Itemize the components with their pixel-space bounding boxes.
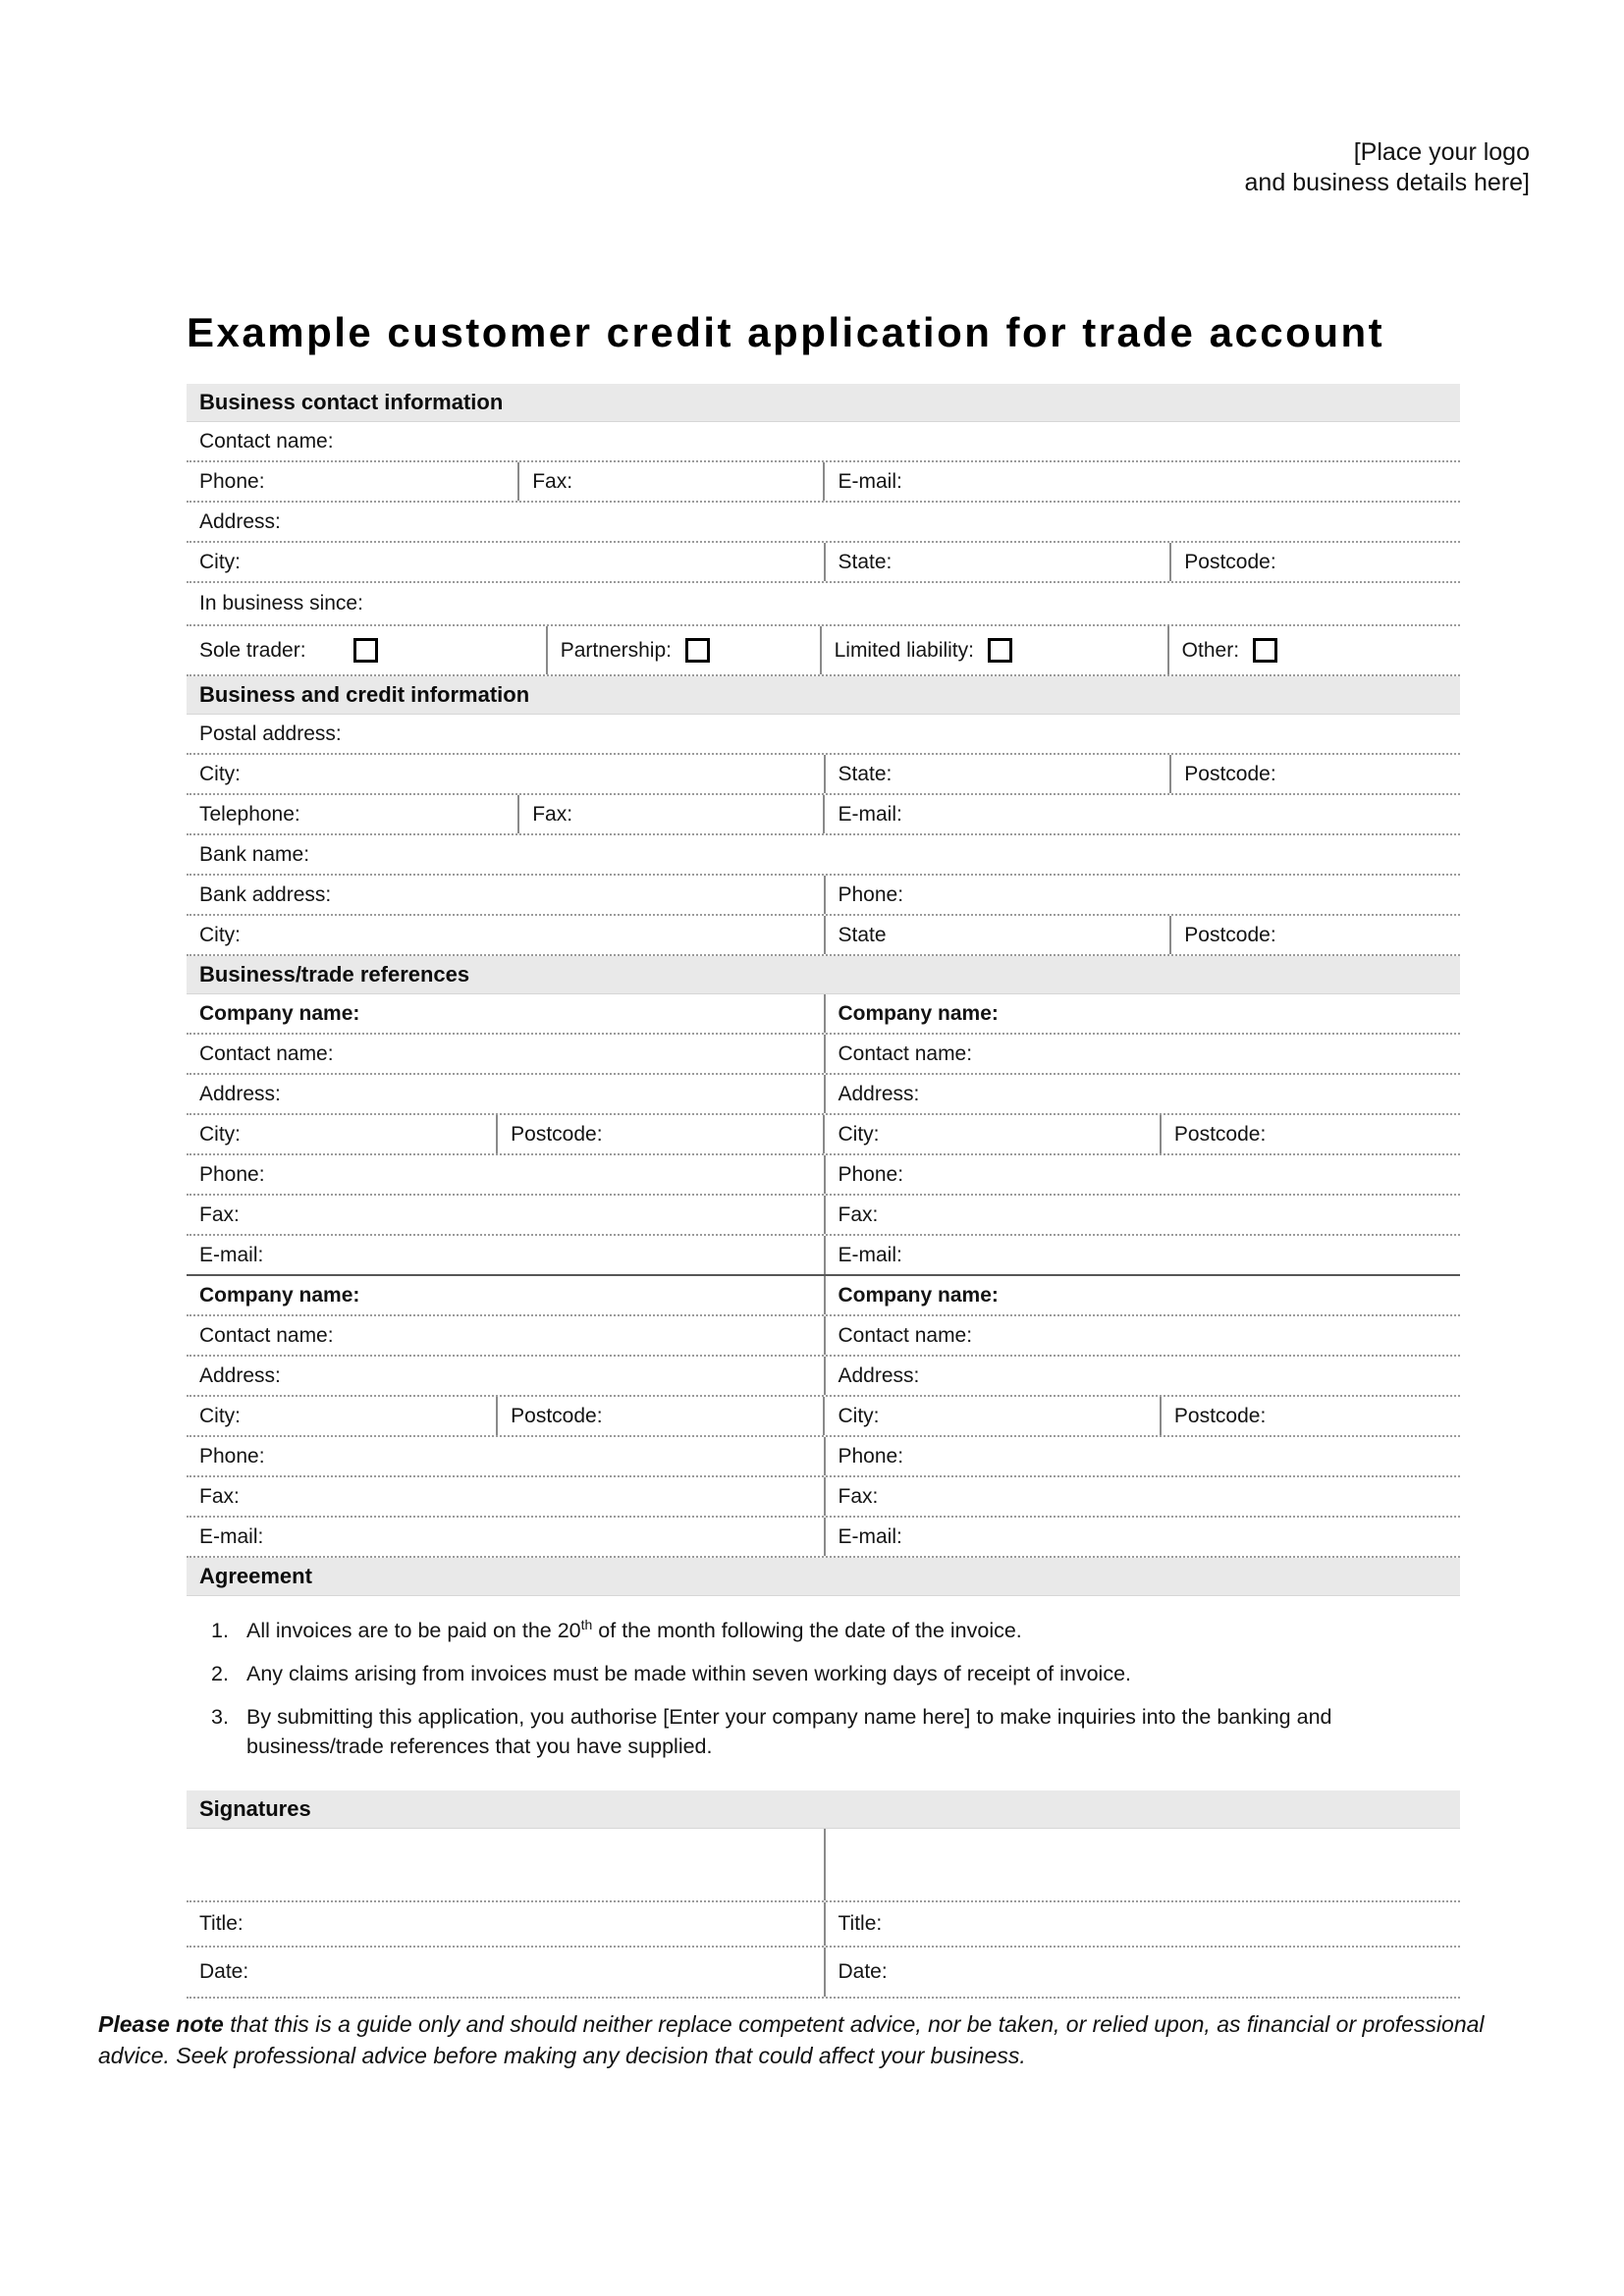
address-label: Address: <box>199 1082 281 1105</box>
ordinal-suffix: th <box>580 1616 593 1632</box>
email-label: E-mail: <box>838 469 902 493</box>
reference-row <box>187 1035 1460 1075</box>
reference-row <box>187 1236 1460 1276</box>
ref4-postcode-cell <box>1160 1397 1460 1435</box>
agreement-item-number: 2. <box>211 1662 229 1685</box>
ref4-company-cell <box>824 1276 1461 1314</box>
email-label: E-mail: <box>838 1524 902 1548</box>
date-field-left[interactable] <box>248 1948 823 1997</box>
postal-address-cell <box>187 715 1460 753</box>
ref1-email-cell <box>187 1236 824 1274</box>
ref4-company-name-field[interactable] <box>999 1276 1460 1314</box>
bank-phone-field[interactable] <box>903 876 1460 914</box>
form-row <box>187 422 1460 462</box>
telephone-cell <box>187 795 517 833</box>
ref3-contact-cell <box>187 1316 824 1355</box>
reference-row <box>187 1155 1460 1196</box>
bank-address-label: Bank address: <box>199 882 332 906</box>
ref3-email-cell <box>187 1518 824 1556</box>
ref1-fax-cell <box>187 1196 824 1234</box>
fax-label: Fax: <box>838 1202 879 1226</box>
ref1-address-cell <box>187 1075 824 1113</box>
state-field[interactable] <box>892 755 1169 793</box>
ref2-email-cell <box>824 1236 1461 1274</box>
agreement-item-text: Any claims arising from invoices must be made within seven working days of receipt of invoice. <box>246 1662 1131 1685</box>
state-cell <box>824 543 1170 581</box>
postcode-label: Postcode: <box>1173 1404 1267 1427</box>
phone-label: Phone: <box>838 1162 904 1186</box>
city-field[interactable] <box>241 543 824 581</box>
fax-label: Fax: <box>199 1484 240 1508</box>
postcode-label: Postcode: <box>1184 762 1276 785</box>
disclaimer-text: that this is a guide only and should neither replace competent advice, nor be taken, or relied upon, as financial or professional advice. Seek professional advice before making any decision that could affect your business. <box>98 2011 1485 2068</box>
logo-placeholder-line1: [Place your logo <box>1353 138 1530 166</box>
reference-row <box>187 1357 1460 1397</box>
phone-label: Phone: <box>199 1162 265 1186</box>
email-cell <box>823 462 1460 501</box>
postal-address-field[interactable] <box>342 715 1460 753</box>
email-cell <box>823 795 1460 833</box>
date-field-right[interactable] <box>888 1948 1460 1997</box>
reference-row <box>187 1316 1460 1357</box>
ref3-postcode-cell <box>496 1397 823 1435</box>
reference-row <box>187 1437 1460 1477</box>
signature-area-right[interactable] <box>824 1829 1461 1900</box>
form-row <box>187 795 1460 835</box>
signature-title-row <box>187 1902 1460 1948</box>
ref2-company-name-field[interactable] <box>999 994 1460 1033</box>
city-cell <box>187 755 824 793</box>
ref4-fax-cell <box>824 1477 1461 1516</box>
ref1-address-field[interactable] <box>281 1075 824 1113</box>
ref1-contact-cell <box>187 1035 824 1073</box>
ref1-fax-field[interactable] <box>240 1196 824 1234</box>
ref1-phone-field[interactable] <box>265 1155 824 1194</box>
company-name-label: Company name: <box>199 1283 360 1307</box>
contact-name-label: Contact name: <box>199 429 334 453</box>
reference-row <box>187 994 1460 1035</box>
title-field-right[interactable] <box>882 1902 1460 1946</box>
bank-state-field[interactable] <box>887 916 1170 954</box>
ref4-fax-field[interactable] <box>878 1477 1460 1516</box>
form-row <box>187 583 1460 626</box>
ref2-phone-cell <box>824 1155 1461 1194</box>
postcode-label: Postcode: <box>511 1404 603 1427</box>
fax-label: Fax: <box>199 1202 240 1226</box>
ref3-phone-field[interactable] <box>265 1437 824 1475</box>
contact-name-cell <box>187 422 1460 460</box>
in-business-since-field[interactable] <box>363 583 1460 624</box>
ref4-phone-field[interactable] <box>903 1437 1460 1475</box>
email-field[interactable] <box>902 462 1460 501</box>
bank-name-field[interactable] <box>309 835 1460 874</box>
company-name-label: Company name: <box>199 1001 360 1025</box>
section-header-signatures: Signatures <box>187 1790 1460 1829</box>
ref4-email-field[interactable] <box>902 1518 1460 1556</box>
ref3-contact-name-field[interactable] <box>334 1316 824 1355</box>
reference-row <box>187 1115 1460 1155</box>
ref3-postcode-field[interactable] <box>603 1397 824 1435</box>
agreement-item-text <box>246 1616 1022 1645</box>
limited-liability-cell <box>820 626 1167 674</box>
email-label: E-mail: <box>838 802 902 826</box>
ref3-city-field[interactable] <box>241 1397 496 1435</box>
sole-trader-checkbox[interactable] <box>353 638 378 663</box>
city-label: City: <box>199 550 241 573</box>
agreement-item-2 <box>211 1659 1450 1688</box>
state-field[interactable] <box>892 543 1169 581</box>
state-label: State: <box>838 550 893 573</box>
title-label: Title: <box>199 1912 244 1935</box>
form-row <box>187 543 1460 583</box>
ref1-contact-name-field[interactable] <box>334 1035 824 1073</box>
agreement-terms <box>187 1596 1460 1790</box>
sole-trader-cell <box>187 626 546 674</box>
agreement-item-1-pre: All invoices are to be paid on the 20 <box>246 1619 581 1642</box>
title-label: Title: <box>838 1912 883 1935</box>
ref1-city-cell <box>187 1115 496 1153</box>
ref2-fax-field[interactable] <box>878 1196 1460 1234</box>
form-row <box>187 876 1460 916</box>
ref1-postcode-field[interactable] <box>603 1115 824 1153</box>
section-header-business-contact: Business contact information <box>187 384 1460 422</box>
ref3-fax-cell <box>187 1477 824 1516</box>
city-label: City: <box>199 762 241 785</box>
ref3-city-cell <box>187 1397 496 1435</box>
form-row <box>187 503 1460 543</box>
ref1-email-field[interactable] <box>263 1236 823 1274</box>
ref1-city-field[interactable] <box>241 1115 496 1153</box>
postcode-label: Postcode: <box>1173 1122 1267 1146</box>
ref3-address-cell <box>187 1357 824 1395</box>
contact-name-label: Contact name: <box>199 1041 334 1065</box>
reference-row <box>187 1477 1460 1518</box>
ref4-contact-cell <box>824 1316 1461 1355</box>
fax-field[interactable] <box>572 462 823 501</box>
bank-city-field[interactable] <box>241 916 824 954</box>
telephone-field[interactable] <box>300 795 517 833</box>
other-cell <box>1167 626 1460 674</box>
fax-label: Fax: <box>532 469 573 493</box>
company-name-label: Company name: <box>838 1001 999 1025</box>
signature-area-left[interactable] <box>187 1829 824 1900</box>
postcode-field[interactable] <box>1276 755 1460 793</box>
signature-date-row <box>187 1948 1460 1999</box>
city-field[interactable] <box>241 755 824 793</box>
ref4-city-cell <box>823 1397 1159 1435</box>
postcode-field[interactable] <box>1276 543 1460 581</box>
postcode-label: Postcode: <box>1184 923 1276 946</box>
email-label: E-mail: <box>199 1524 264 1548</box>
city-label: City: <box>199 1122 241 1146</box>
address-label: Address: <box>838 1082 920 1105</box>
ref1-phone-cell <box>187 1155 824 1194</box>
ref3-fax-field[interactable] <box>240 1477 824 1516</box>
other-checkbox[interactable] <box>1253 638 1277 663</box>
bank-address-field[interactable] <box>331 876 823 914</box>
email-label: E-mail: <box>199 1243 264 1266</box>
bank-name-label: Bank name: <box>199 842 310 866</box>
ref3-phone-cell <box>187 1437 824 1475</box>
bank-state-cell <box>824 916 1170 954</box>
company-name-label: Company name: <box>838 1283 999 1307</box>
ref3-company-cell <box>187 1276 824 1314</box>
fax-cell <box>517 795 823 833</box>
bank-phone-label: Phone: <box>838 882 904 906</box>
phone-label: Phone: <box>199 1444 265 1468</box>
logo-placeholder-line2: and business details here] <box>1244 169 1530 196</box>
postcode-label: Postcode: <box>1184 550 1276 573</box>
address-cell <box>187 503 1460 541</box>
page-title: Example customer credit application for trade account <box>187 309 1385 355</box>
email-label: E-mail: <box>838 1243 902 1266</box>
section-header-trade-references: Business/trade references <box>187 956 1460 994</box>
title-cell-right <box>824 1902 1461 1946</box>
partnership-label: Partnership: <box>560 638 672 662</box>
limited-liability-checkbox[interactable] <box>988 638 1012 663</box>
section-header-business-credit: Business and credit information <box>187 676 1460 715</box>
phone-label: Phone: <box>199 469 265 493</box>
ref1-company-name-field[interactable] <box>359 994 823 1033</box>
ref2-phone-field[interactable] <box>903 1155 1460 1194</box>
ref2-city-cell <box>823 1115 1159 1153</box>
agreement-item-number: 1. <box>211 1619 229 1642</box>
state-label: State: <box>838 762 893 785</box>
ref4-phone-cell <box>824 1437 1461 1475</box>
contact-name-label: Contact name: <box>199 1323 334 1347</box>
bank-name-cell <box>187 835 1460 874</box>
reference-row <box>187 1075 1460 1115</box>
reference-row <box>187 1518 1460 1558</box>
limited-liability-label: Limited liability: <box>834 638 974 662</box>
date-label: Date: <box>199 1960 249 1983</box>
ref2-company-cell <box>824 994 1461 1033</box>
section-header-agreement: Agreement <box>187 1558 1460 1596</box>
city-label: City: <box>838 1404 880 1427</box>
ref4-email-cell <box>824 1518 1461 1556</box>
ref4-postcode-field[interactable] <box>1266 1397 1460 1435</box>
form-row <box>187 916 1460 956</box>
postcode-cell <box>1169 755 1460 793</box>
reference-row <box>187 1276 1460 1316</box>
fax-label: Fax: <box>838 1484 879 1508</box>
fax-field[interactable] <box>572 795 823 833</box>
form-row <box>187 462 1460 503</box>
disclaimer-note <box>98 2008 1530 2071</box>
ref1-company-cell <box>187 994 824 1033</box>
date-cell-right <box>824 1948 1461 1997</box>
title-cell-left <box>187 1902 824 1946</box>
title-field-left[interactable] <box>244 1902 824 1946</box>
contact-name-label: Contact name: <box>838 1041 973 1065</box>
postcode-label: Postcode: <box>511 1122 603 1146</box>
agreement-item-3 <box>211 1702 1450 1761</box>
disclaimer-lead: Please note <box>98 2011 224 2037</box>
ref2-fax-cell <box>824 1196 1461 1234</box>
ref2-email-field[interactable] <box>902 1236 1460 1274</box>
reference-row <box>187 1196 1460 1236</box>
postcode-cell <box>1169 543 1460 581</box>
sole-trader-label: Sole trader: <box>199 638 306 662</box>
phone-field[interactable] <box>265 462 518 501</box>
ref2-contact-cell <box>824 1035 1461 1073</box>
date-label: Date: <box>838 1960 888 1983</box>
ref4-city-field[interactable] <box>879 1397 1159 1435</box>
city-label: City: <box>199 1404 241 1427</box>
bank-address-cell <box>187 876 824 914</box>
city-cell <box>187 543 824 581</box>
city-label: City: <box>199 923 241 946</box>
ref4-address-cell <box>824 1357 1461 1395</box>
city-label: City: <box>838 1122 880 1146</box>
ref2-contact-name-field[interactable] <box>972 1035 1460 1073</box>
state-label: State <box>838 923 887 946</box>
bank-postcode-cell <box>1169 916 1460 954</box>
ref4-address-field[interactable] <box>919 1357 1460 1395</box>
bank-postcode-field[interactable] <box>1276 916 1460 954</box>
ref2-city-field[interactable] <box>879 1115 1159 1153</box>
ref3-company-name-field[interactable] <box>359 1276 823 1314</box>
ref2-postcode-field[interactable] <box>1266 1115 1460 1153</box>
telephone-label: Telephone: <box>199 802 300 826</box>
form-row <box>187 835 1460 876</box>
address-label: Address: <box>199 509 281 533</box>
signature-blank-row <box>187 1829 1460 1902</box>
ref2-address-field[interactable] <box>919 1075 1460 1113</box>
fax-label: Fax: <box>532 802 573 826</box>
business-type-row <box>187 626 1460 676</box>
ref2-postcode-cell <box>1160 1115 1460 1153</box>
ref2-address-cell <box>824 1075 1461 1113</box>
bank-phone-cell <box>824 876 1461 914</box>
bank-city-cell <box>187 916 824 954</box>
date-cell-left <box>187 1948 824 1997</box>
address-label: Address: <box>199 1363 281 1387</box>
application-form <box>187 384 1460 1999</box>
address-label: Address: <box>838 1363 920 1387</box>
contact-name-field[interactable] <box>334 422 1460 460</box>
ref4-contact-name-field[interactable] <box>972 1316 1460 1355</box>
ref3-email-field[interactable] <box>263 1518 823 1556</box>
fax-cell <box>517 462 823 501</box>
email-field[interactable] <box>902 795 1460 833</box>
phone-cell <box>187 462 517 501</box>
postal-address-label: Postal address: <box>199 721 342 745</box>
ref1-postcode-cell <box>496 1115 823 1153</box>
agreement-item-number: 3. <box>211 1705 229 1729</box>
other-label: Other: <box>1181 638 1240 662</box>
ref3-address-field[interactable] <box>281 1357 824 1395</box>
partnership-cell <box>546 626 820 674</box>
reference-row <box>187 1397 1460 1437</box>
phone-label: Phone: <box>838 1444 904 1468</box>
agreement-item-1 <box>211 1616 1450 1645</box>
form-row <box>187 755 1460 795</box>
address-field[interactable] <box>281 503 1460 541</box>
in-business-since-label: In business since: <box>199 592 363 614</box>
in-business-since-cell <box>187 583 1460 624</box>
contact-name-label: Contact name: <box>838 1323 973 1347</box>
state-cell <box>824 755 1170 793</box>
partnership-checkbox[interactable] <box>685 638 710 663</box>
agreement-item-1-post: of the month following the date of the invoice. <box>592 1619 1022 1642</box>
form-row <box>187 715 1460 755</box>
agreement-item-text: By submitting this application, you authorise [Enter your company name here] to make inquiries into the banking and business/trade references that you have supplied. <box>246 1705 1332 1758</box>
logo-placeholder <box>0 0 1530 198</box>
